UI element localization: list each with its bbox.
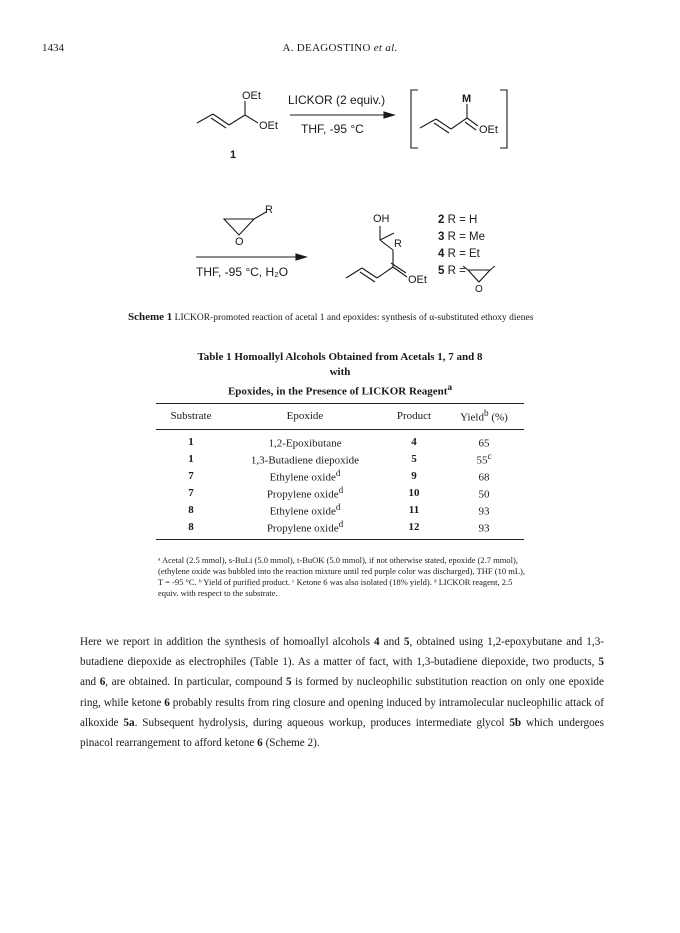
cell-substrate: 7 bbox=[188, 470, 194, 483]
cell-epoxide: Propylene oxide$^d$ bbox=[266, 485, 344, 501]
table-footnote: ᵃ Acetal (2.5 mmol), s-BuLi (5.0 mmol), t-BuOK (5.0 mmol), if not otherwise stated, epoxide (2.7 mmol), (ethylene oxide was bubbled into the reaction mixture until red purple color was discharged), THF (10 mL), T = -95 °C. ᵇ Yield of purified product. ᶜ Ketone 6 was also isolated (18% yield). ᵈ LICKOR reagent, 2.5 equiv. with respect to the substrate. bbox=[158, 555, 525, 598]
table-title-line-1: Table 1 Homoallyl Alcohols Obtained from Acetals 1, 7 and 8 bbox=[197, 351, 483, 363]
body-paragraph: Here we report in addition the synthesis of homoallyl alcohols 4 and 5, obtained using 1,2-epoxybutane and 1,3-butadiene diepoxide as electrophiles (Table 1). As a matter of fact, with 1,3-butadiene diepoxide, two products, 5 and 6, are obtained. In particular, compound 5 is formed by nucleophilic substitution reaction on only one epoxide ring, while ketone 6 probably results from ring closure and opening induced by intramolecular nucleophilic attack of alkoxide 5a. Subsequent hydrolysis, during aqueous workup, produces intermediate glycol 5b which undergoes pinacol rearrangement to afford ketone 6 (Scheme 2). bbox=[80, 636, 605, 750]
table-title-line-3: Epoxides, in the Presence of LICKOR Reagent$^a$ bbox=[227, 382, 453, 398]
table-title bbox=[140, 350, 540, 400]
cell-product: 11 bbox=[408, 504, 420, 517]
table-header-row bbox=[156, 404, 524, 430]
epoxide-r-label: R bbox=[265, 204, 273, 216]
table-row bbox=[156, 519, 524, 540]
cell-substrate: 1 bbox=[188, 453, 194, 466]
table-row bbox=[156, 451, 524, 468]
page-number: 1434 bbox=[42, 42, 64, 54]
acetal-oet-side: OEt bbox=[259, 120, 278, 132]
cell-product: 12 bbox=[384, 519, 444, 540]
cell-epoxide: 1,2-Epoxibutane bbox=[268, 437, 342, 450]
bracket-right bbox=[500, 90, 507, 148]
product-r-label: R bbox=[394, 238, 402, 250]
double-bond bbox=[434, 123, 449, 133]
arrow-head bbox=[296, 254, 306, 260]
cell-epoxide: 1,3-Butadiene diepoxide bbox=[250, 454, 360, 467]
results-table bbox=[156, 403, 524, 540]
reagent-above-arrow: LICKOR (2 equiv.) bbox=[288, 93, 386, 107]
cell-yield: 68 bbox=[478, 471, 490, 484]
bond bbox=[197, 114, 213, 123]
bond bbox=[346, 268, 362, 278]
cell-yield: 93 bbox=[444, 519, 524, 540]
legend-line-2: 2 R = H bbox=[438, 214, 478, 226]
bond bbox=[380, 240, 393, 250]
double-bond bbox=[211, 118, 226, 128]
double-bond bbox=[360, 272, 375, 282]
bond bbox=[377, 267, 393, 278]
col-yield: Yield$^b$ (%) bbox=[444, 404, 524, 430]
bond bbox=[362, 268, 377, 278]
bond bbox=[420, 119, 436, 128]
author-etal: et al. bbox=[373, 42, 398, 54]
reagent-below-arrow: THF, -95 °C bbox=[301, 122, 364, 136]
cell-yield: 93 bbox=[478, 505, 490, 518]
cell-substrate: 1 bbox=[188, 436, 194, 449]
cell-yield: 55$^c$ bbox=[476, 451, 492, 467]
legend-line-4: 4 R = Et bbox=[438, 248, 480, 260]
bond bbox=[245, 115, 258, 123]
scheme-caption bbox=[128, 311, 588, 323]
acetal-oet-top: OEt bbox=[242, 90, 261, 102]
legend-epoxide-ring bbox=[468, 270, 490, 282]
compound-1-label: 1 bbox=[230, 149, 237, 161]
col-epoxide: Epoxide bbox=[226, 404, 384, 430]
legend-epoxide-o: O bbox=[475, 284, 483, 295]
caption-text: LICKOR-promoted reaction of acetal 1 and epoxides: synthesis of α-substituted ethoxy dienes bbox=[174, 313, 534, 323]
cell-product: 4 bbox=[411, 436, 417, 449]
cell-substrate: 8 bbox=[188, 504, 194, 517]
product-oet-label: OEt bbox=[408, 274, 427, 286]
bond bbox=[436, 119, 451, 129]
cell-epoxide: Ethylene oxide$^d$ bbox=[269, 502, 341, 518]
product-oh-label: OH bbox=[373, 213, 390, 225]
legend-line-3: 3 R = Me bbox=[438, 231, 485, 243]
table-row bbox=[156, 485, 524, 502]
conditions-below-arrow: THF, -95 °C, H₂O bbox=[196, 265, 289, 279]
metal-label: M bbox=[462, 93, 472, 105]
bracket-left bbox=[411, 90, 418, 148]
intermediate-oet: OEt bbox=[479, 124, 498, 136]
cell-yield: 50 bbox=[478, 488, 490, 501]
table-row bbox=[156, 429, 524, 451]
arrow-head bbox=[384, 112, 394, 118]
legend-line-5: 5 R = bbox=[438, 265, 466, 277]
cell-yield: 65 bbox=[478, 437, 490, 450]
author-initial: A. D bbox=[282, 42, 306, 54]
table-title-line-2: with bbox=[329, 366, 351, 378]
table-row bbox=[156, 502, 524, 519]
cell-epoxide: Propylene oxide$^d$ bbox=[226, 519, 384, 540]
bond bbox=[229, 115, 245, 125]
bond bbox=[213, 114, 229, 125]
bond bbox=[490, 266, 495, 270]
table-row bbox=[156, 468, 524, 485]
author-surname: EAGOSTINO bbox=[305, 42, 371, 54]
col-product: Product bbox=[384, 404, 444, 430]
cell-product: 10 bbox=[408, 487, 420, 500]
col-substrate: Substrate bbox=[156, 404, 226, 430]
bond bbox=[380, 233, 394, 240]
bond bbox=[451, 118, 467, 129]
epoxide-ring bbox=[224, 219, 254, 235]
caption-label: Scheme 1 bbox=[128, 311, 173, 323]
cell-substrate: 7 bbox=[188, 487, 194, 500]
cell-epoxide: Ethylene oxide$^d$ bbox=[269, 468, 341, 484]
cell-product: 9 bbox=[411, 470, 417, 483]
scheme-1-drawing bbox=[0, 0, 680, 310]
cell-product: 5 bbox=[411, 453, 417, 466]
epoxide-o-label: O bbox=[235, 236, 244, 248]
cell-substrate: 8 bbox=[156, 519, 226, 540]
